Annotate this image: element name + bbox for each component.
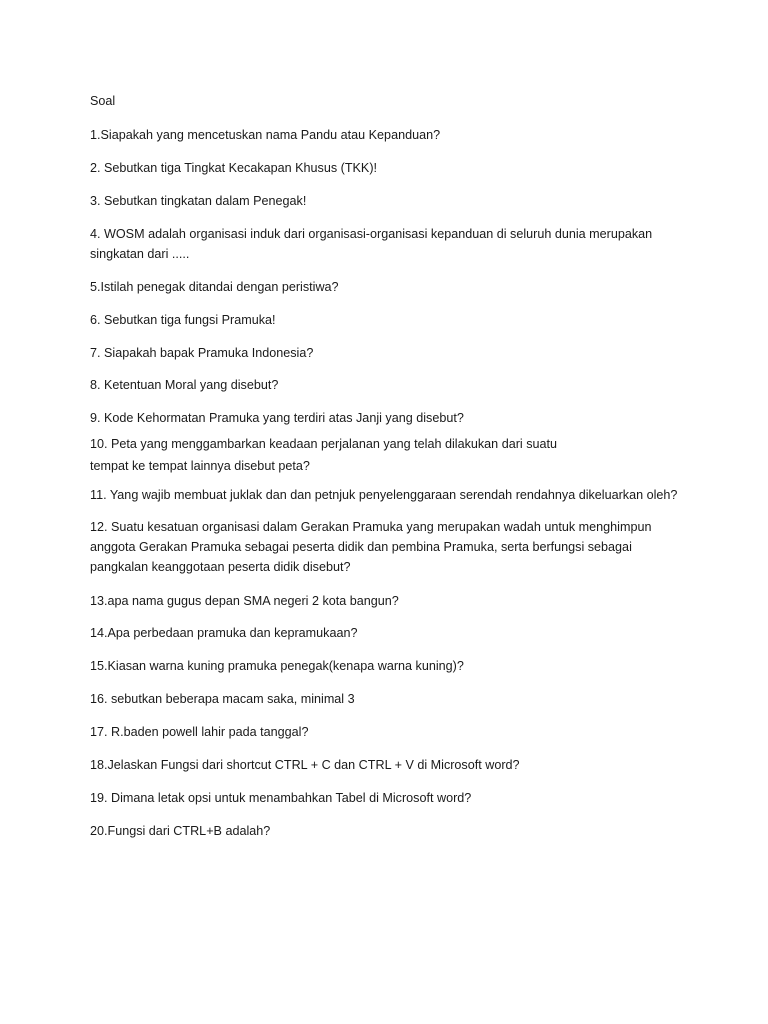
question-12-line-1: 12. Suatu kesatuan organisasi dalam Gerakan Pramuka yang merupakan wadah untuk menghimpun	[90, 520, 652, 534]
question-20: 20.Fungsi dari CTRL+B adalah?	[90, 824, 271, 838]
question-13: 13.apa nama gugus depan SMA negeri 2 kota bangun?	[90, 594, 399, 608]
question-10-line-2: tempat ke tempat lainnya disebut peta?	[90, 459, 310, 473]
question-11: 11. Yang wajib membuat juklak dan dan petnjuk penyelenggaraan serendah rendahnya dikeluarkan oleh?	[90, 488, 678, 502]
question-9: 9. Kode Kehormatan Pramuka yang terdiri atas Janji yang disebut?	[90, 411, 464, 425]
question-8: 8. Ketentuan Moral yang disebut?	[90, 378, 279, 392]
question-6: 6. Sebutkan tiga fungsi Pramuka!	[90, 313, 276, 327]
document-heading: Soal	[90, 94, 116, 108]
question-12-line-3: pangkalan keanggotaan peserta didik disebut?	[90, 560, 351, 574]
question-10-line-1: 10. Peta yang menggambarkan keadaan perjalanan yang telah dilakukan dari suatu	[90, 437, 557, 451]
question-12-line-2: anggota Gerakan Pramuka sebagai peserta didik dan pembina Pramuka, serta berfungsi sebagai	[90, 540, 632, 554]
question-14: 14.Apa perbedaan pramuka dan kepramukaan?	[90, 626, 358, 640]
question-19: 19. Dimana letak opsi untuk menambahkan Tabel di Microsoft word?	[90, 791, 472, 805]
question-2: 2. Sebutkan tiga Tingkat Kecakapan Khusus (TKK)!	[90, 161, 378, 175]
question-5: 5.Istilah penegak ditandai dengan peristiwa?	[90, 280, 339, 294]
question-16: 16. sebutkan beberapa macam saka, minimal 3	[90, 692, 355, 706]
question-4-line-2: singkatan dari .....	[90, 247, 190, 261]
question-7: 7. Siapakah bapak Pramuka Indonesia?	[90, 346, 314, 360]
question-4-line-1: 4. WOSM adalah organisasi induk dari organisasi-organisasi kepanduan di seluruh dunia merupakan	[90, 227, 653, 241]
question-15: 15.Kiasan warna kuning pramuka penegak(kenapa warna kuning)?	[90, 659, 464, 673]
question-3: 3. Sebutkan tingkatan dalam Penegak!	[90, 194, 307, 208]
question-1: 1.Siapakah yang mencetuskan nama Pandu atau Kepanduan?	[90, 128, 441, 142]
question-17: 17. R.baden powell lahir pada tanggal?	[90, 725, 309, 739]
question-18: 18.Jelaskan Fungsi dari shortcut CTRL + C dan CTRL + V di Microsoft word?	[90, 758, 520, 772]
